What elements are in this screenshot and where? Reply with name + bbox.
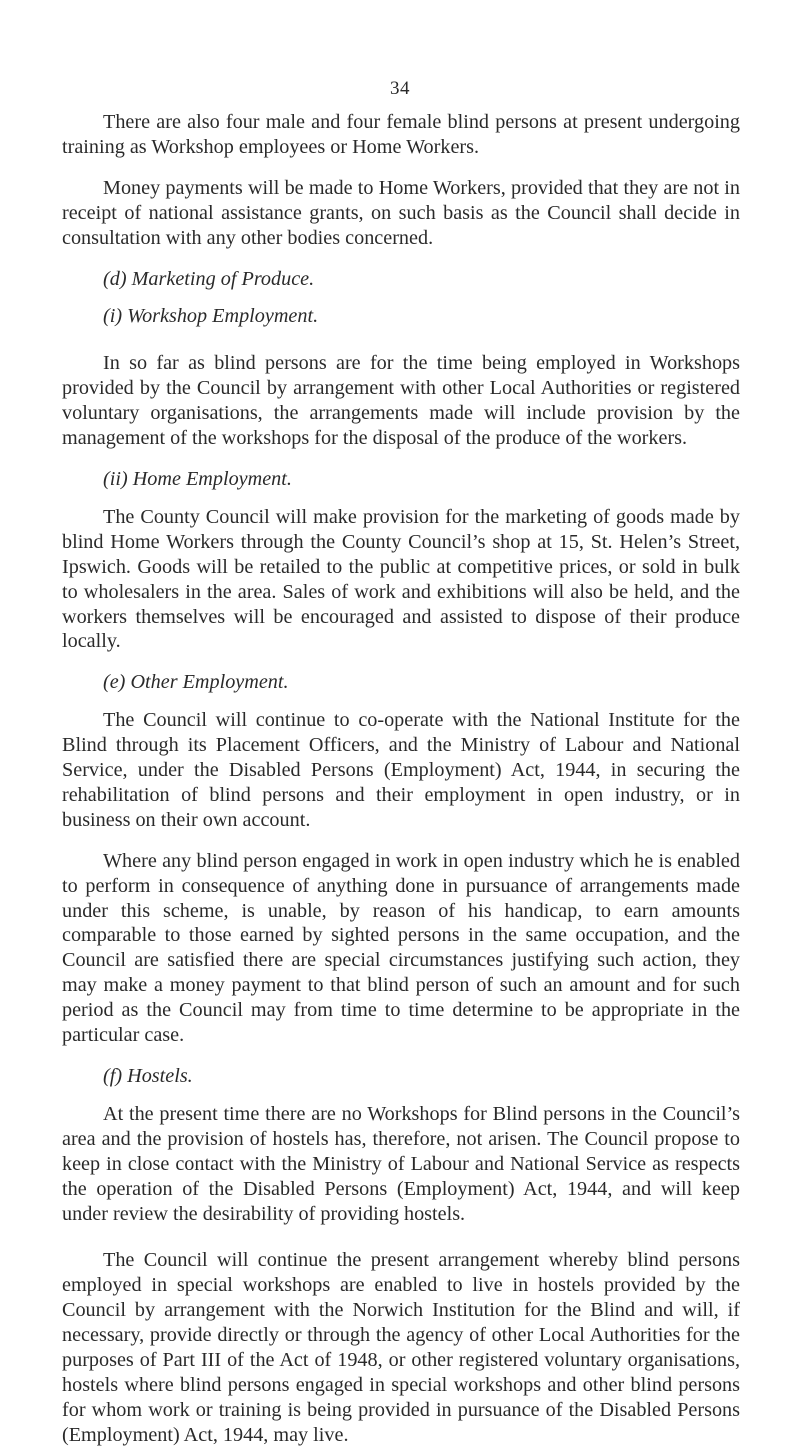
paragraph-home-marketing: The County Council will make provision for the marketing of goods made by blind Home Workers through the County Council’s shop at 15, St. Helen’s Street, Ipswich. Goods will be retailed to the public at competitive prices, or sold in bulk to wholesalers in the area. Sales of work and exhibitions will also be held, and the workers themselves will be encouraged and assisted to dispose of their produce locally.	[62, 505, 740, 653]
heading-label: (ii)	[103, 467, 128, 490]
paragraph-money-payment-open-industry: Where any blind person engaged in work in open industry which he is enabled to perform in consequence of anything done in pursuance of arrangements made under this scheme, is unable, by reason of his handicap, to earn amounts comparable to those earned by sighted persons in the same occupation, and the Council are satisfied there are special circumstances justifying such action, they may make a money payment to that blind person of such an amount and for such period as the Council may from time to time determine to be appropriate in the particular case.	[62, 849, 740, 1047]
heading-label: (f)	[103, 1065, 123, 1087]
paragraph-workshops: In so far as blind persons are for the time being employed in Workshops provided by the Council by arrangement with other Local Authorities or registered voluntary organisations, the arrangements made will include provision by the management of the workshops for the disposal of the produce of the workers.	[62, 352, 740, 450]
paragraph-national-institute: The Council will continue to co-operate with the National Institute for the Blind through its Placement Officers, and the Ministry of Labour and National Service, under the Disabled Persons (Employment) Act, 1944, in securing the rehabilitation of blind persons and their employment in open industry, or in business on their own account.	[62, 709, 740, 831]
paragraph-training: There are also four male and four female blind persons at present undergoing training as Workshop employees or Home Workers.	[62, 111, 740, 158]
paragraph-norwich-hostels: The Council will continue the present arrangement whereby blind persons employed in special workshops are enabled to live in hostels provided by the Council by arrangement with the Norwich Institution for the Blind and will, if necessary, provide directly or through the agency of other Local Authorities for the purposes of Part III of the Act of 1948, or other registered voluntary organisations, hostels where blind persons engaged in special workshops and other blind persons for whom work or training is being provided in pursuance of the Disabled Persons (Employment) Act, 1944, may live.	[62, 1249, 740, 1446]
paragraph-no-workshops: At the present time there are no Workshops for Blind persons in the Council’s area and the provision of hostels has, therefore, not arisen. The Council propose to keep in close contact with the Ministry of Labour and National Service as respects the operation of the Disabled Persons (Employment) Act, 1944, and will keep under review the desirability of providing hostels.	[62, 1102, 740, 1225]
page-number: 34	[390, 78, 410, 99]
heading-text: Workshop Employment.	[127, 305, 319, 328]
document-body	[62, 110, 740, 1448]
heading-marketing-of-produce	[62, 267, 740, 292]
heading-text: Home Employment.	[132, 467, 292, 490]
heading-label: (i)	[103, 305, 123, 328]
heading-text: Hostels.	[127, 1065, 193, 1087]
heading-label: (e)	[103, 671, 126, 694]
heading-workshop-employment	[62, 304, 740, 329]
heading-hostels	[62, 1064, 740, 1089]
heading-text: Other Employment.	[130, 671, 289, 694]
heading-other-employment	[62, 670, 740, 695]
heading-home-employment	[62, 467, 740, 492]
heading-text: Marketing of Produce.	[131, 267, 315, 290]
heading-label: (d)	[103, 267, 127, 290]
paragraph-money-payments: Money payments will be made to Home Workers, provided that they are not in receipt of national assistance grants, on such basis as the Council shall decide in consultation with any other bodies concerned.	[62, 176, 740, 249]
